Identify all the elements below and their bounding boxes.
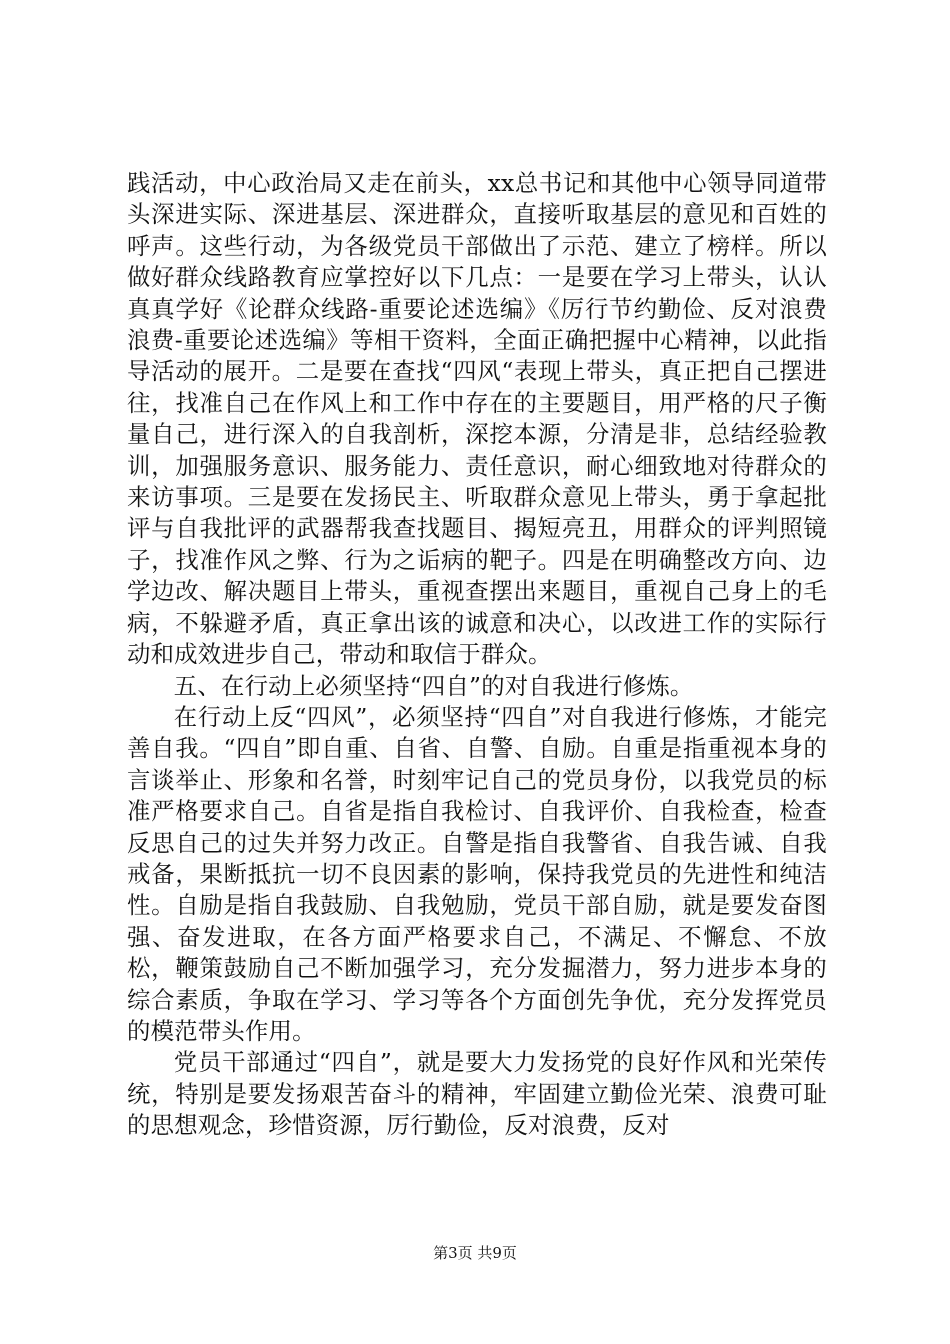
page-number-footer: 第3页 共9页 — [433, 1244, 517, 1262]
document-body — [127, 168, 827, 1142]
paragraph-3: 在行动上反“四风”，必须坚持“四自”对自我进行修炼，才能完善自我。“四自”即自重、自省、自警、自励。自重是指重视本身的言谈举止、形象和名誉，时刻牢记自己的党员身份，以我党员的标准严格要求自己。自省是指自我检讨、自我评价、自我检查，检查反思自己的过失并努力改正。自警是指自我警省、自我告诫、自我戒备，果断抵抗一切不良因素的影响，保持我党员的先进性和纯洁性。自励是指自我鼓励、自我勉励，党员干部自励，就是要发奋图强、奋发进取，在各方面严格要求自己，不满足、不懈怠、不放松，鞭策鼓励自己不断加强学习，充分发掘潜力，努力进步本身的综合素质，争取在学习、学习等各个方面创先争优，充分发挥党员的模范带头作用。 — [127, 702, 827, 1045]
paragraph-4: 党员干部通过“四自”，就是要大力发扬党的良好作风和光荣传统，特别是要发扬艰苦奋斗的精神，牢固建立勤俭光荣、浪费可耻的思想观念，珍惜资源，厉行勤俭，反对浪费，反对 — [127, 1048, 827, 1140]
section-heading-five: 五、在行动上必须坚持“四自”的对自我进行修炼。 — [173, 671, 694, 700]
paragraph-1: 践活动，中心政治局又走在前头，xx总书记和其他中心领导同道带头深进实际、深进基层、深进群众，直接听取基层的意见和百姓的呼声。这些行动，为各级党员干部做出了示范、建立了榜样。所以做好群众线路教育应掌控好以下几点：一是要在学习上带头，认认真真学好《论群众线路-重要论述选编》《厉行节约勤俭、反对浪费浪费-重要论述选编》等相干资料，全面正确把握中心精神，以此指导活动的展开。二是要在查找“四风“表现上带头，真正把自己摆进往，找准自己在作风上和工作中存在的主要题目，用严格的尺子衡量自己，进行深入的自我剖析，深挖本源，分清是非，总结经验教训，加强服务意识、服务能力、责任意识，耐心细致地对待群众的来访事项。三是要在发扬民主、听取群众意见上带头，勇于拿起批评与自我批评的武器帮我查找题目、揭短亮丑，用群众的评判照镜子，找准作风之弊、行为之诟病的靶子。四是在明确整改方向、边学边改、解决题目上带头，重视查摆出来题目，重视自己身上的毛病，不躲避矛盾，真正拿出该的诚意和决心，以改进工作的实际行动和成效进步自己，带动和取信于群众。 — [127, 169, 827, 669]
